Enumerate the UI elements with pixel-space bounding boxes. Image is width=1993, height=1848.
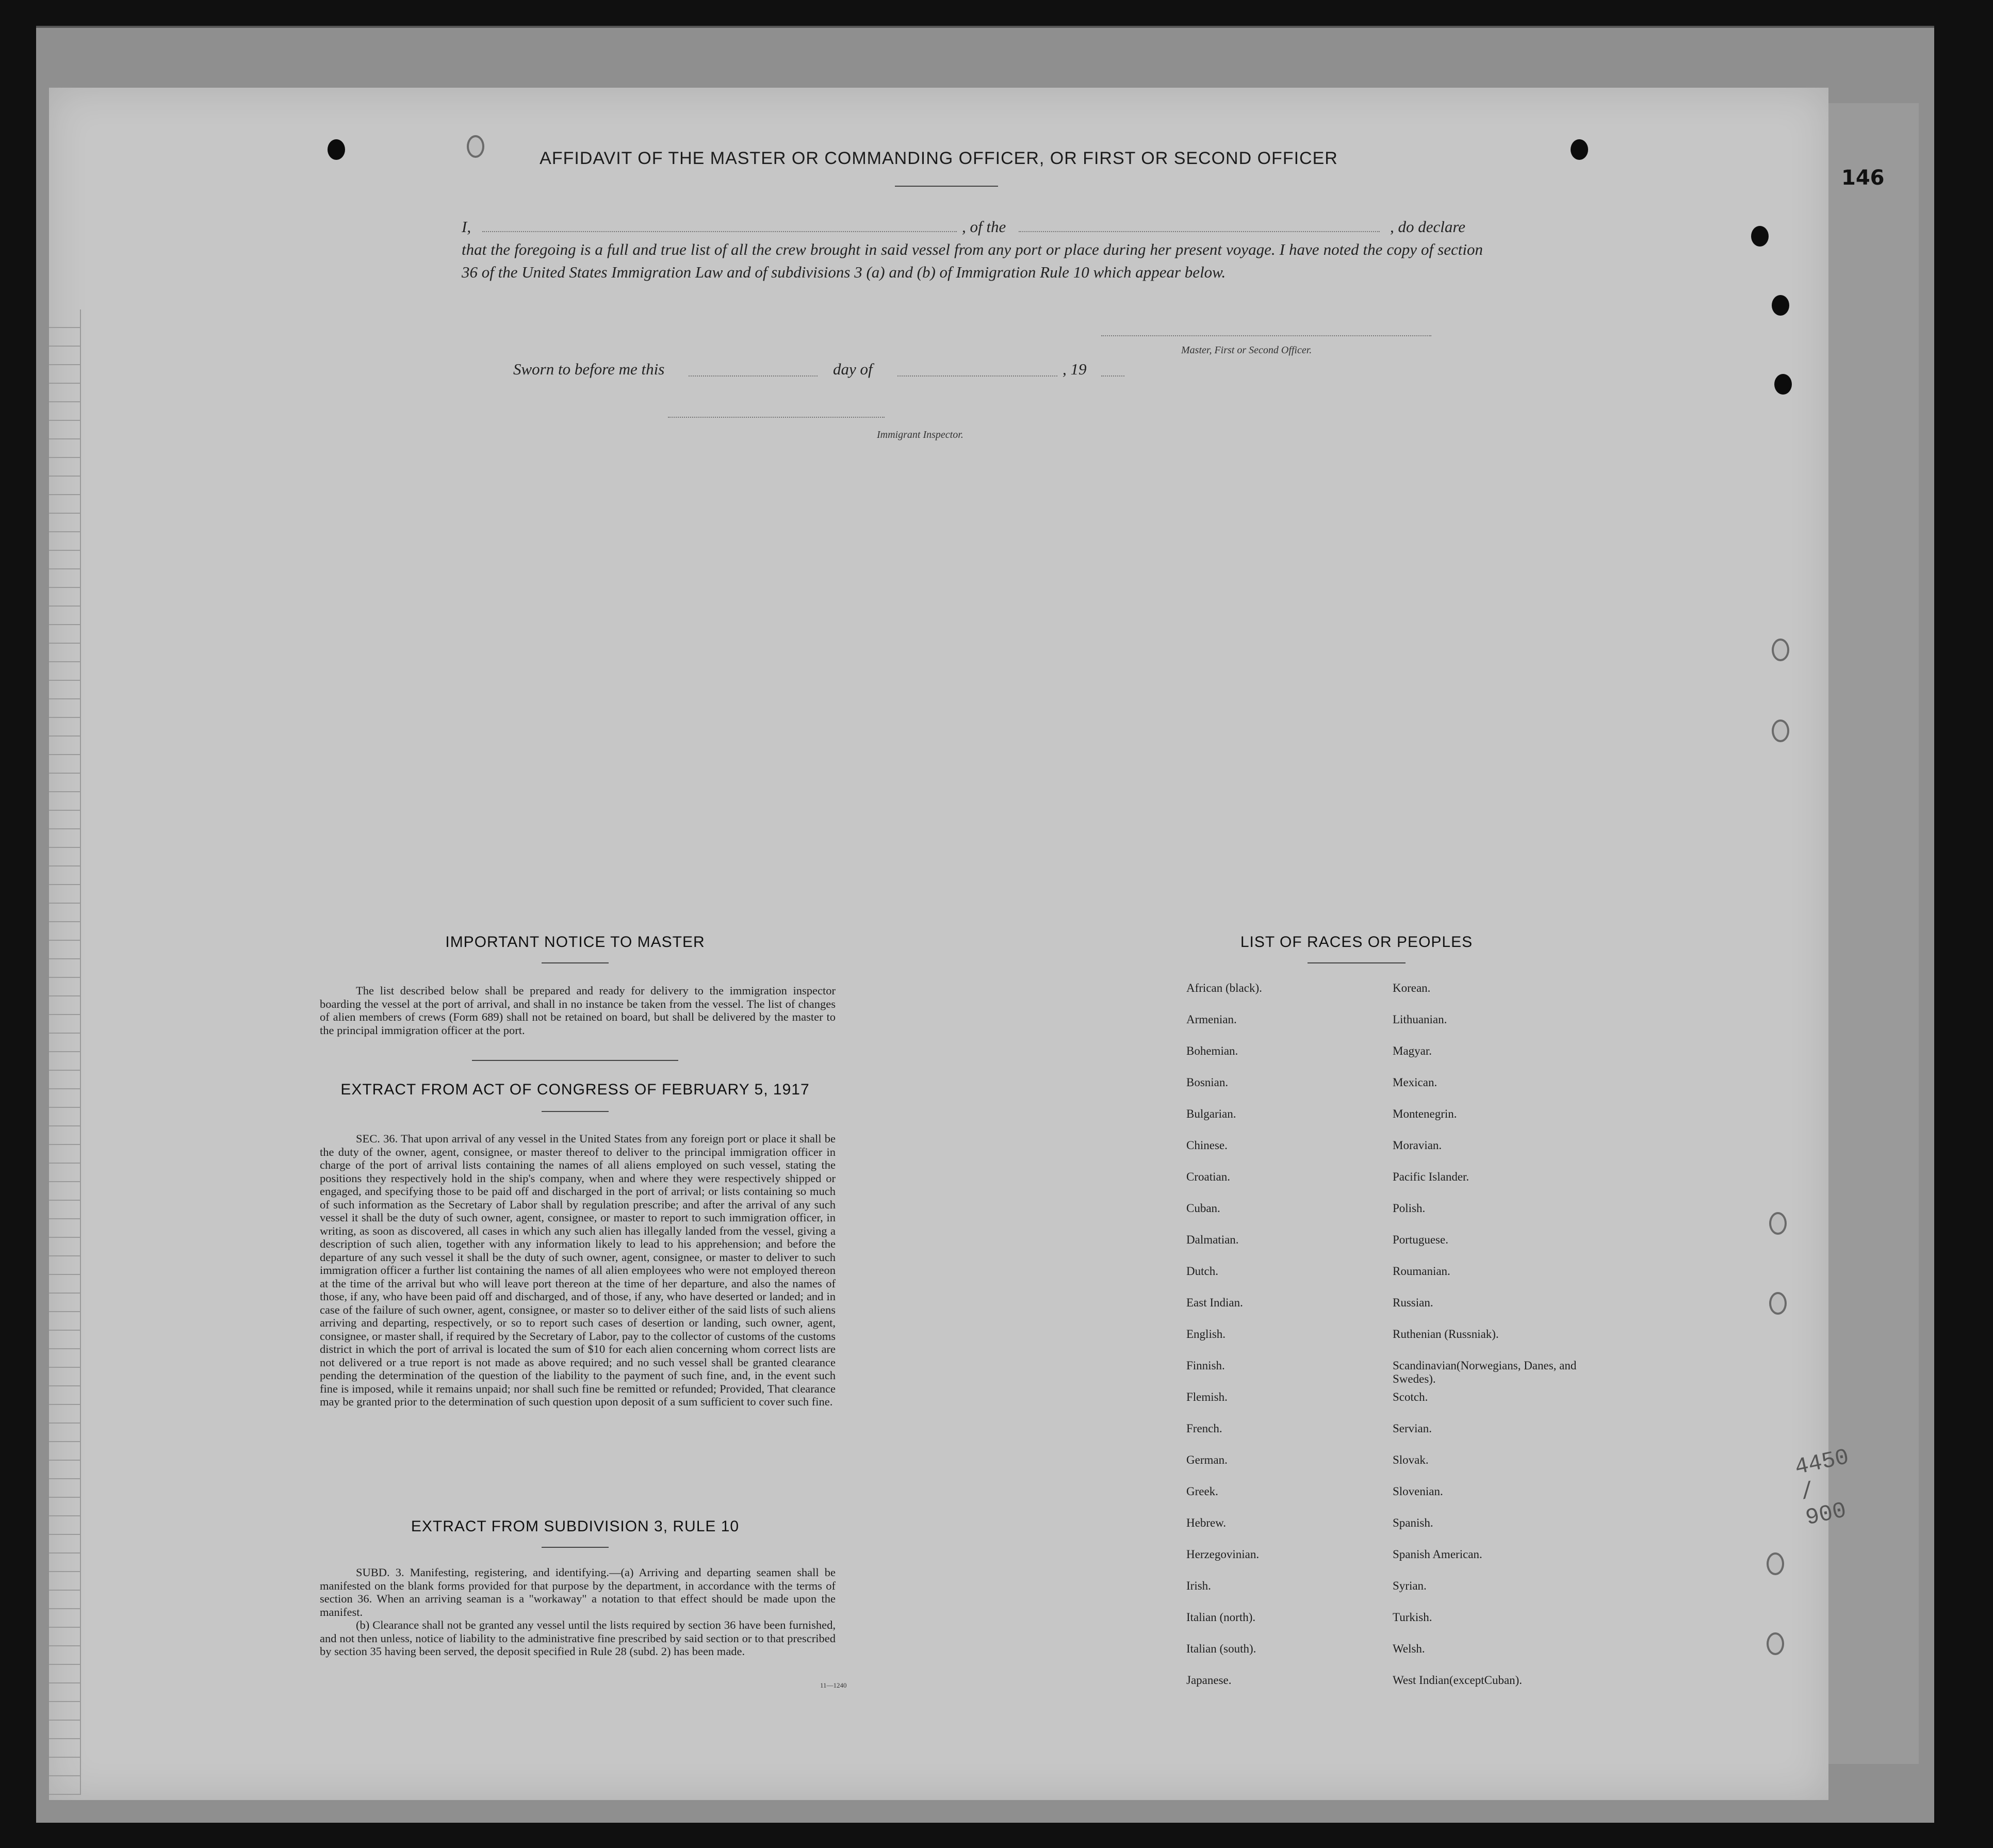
race-item: Montenegrin. bbox=[1393, 1107, 1457, 1120]
margin-note: 4450 / 900 bbox=[1792, 1444, 1852, 1532]
rule-extract-title: EXTRACT FROM SUBDIVISION 3, RULE 10 bbox=[411, 1518, 740, 1535]
race-item: Cuban. bbox=[1186, 1202, 1220, 1215]
race-item: German. bbox=[1186, 1453, 1228, 1466]
sworn-day-blank[interactable] bbox=[689, 360, 818, 377]
races-column-2 bbox=[1393, 982, 1578, 1705]
race-item: Hebrew. bbox=[1186, 1516, 1227, 1529]
affidavit-title: AFFIDAVIT OF THE MASTER OR COMMANDING OFFICER, OR FIRST OR SECOND OFFICER bbox=[540, 149, 1338, 168]
divider bbox=[895, 186, 998, 187]
officer-caption: Master, First or Second Officer. bbox=[1181, 345, 1312, 356]
word-i: I, bbox=[462, 218, 471, 236]
race-item: Irish. bbox=[1186, 1579, 1211, 1592]
page-number: 146 bbox=[1841, 166, 1885, 190]
ruled-margin bbox=[49, 309, 81, 1795]
divider bbox=[542, 1111, 609, 1112]
race-item: Herzegovinian. bbox=[1186, 1548, 1260, 1561]
divider bbox=[1308, 962, 1406, 963]
race-item: West Indian(exceptCuban). bbox=[1393, 1674, 1523, 1687]
race-item: Greek. bbox=[1186, 1485, 1218, 1498]
punch-ring-icon bbox=[1767, 1632, 1784, 1655]
race-item: Lithuanian. bbox=[1393, 1013, 1447, 1026]
sworn-month-blank[interactable] bbox=[897, 360, 1057, 377]
races-column-1 bbox=[1186, 982, 1262, 1705]
race-item: Roumanian. bbox=[1393, 1265, 1450, 1278]
race-item: Croatian. bbox=[1186, 1170, 1230, 1183]
race-item: Bohemian. bbox=[1186, 1044, 1238, 1057]
race-item: Pacific Islander. bbox=[1393, 1170, 1469, 1183]
race-item: French. bbox=[1186, 1422, 1222, 1435]
vessel-blank[interactable] bbox=[1019, 216, 1380, 232]
race-item: Servian. bbox=[1393, 1422, 1432, 1435]
punch-ring-icon bbox=[1769, 1292, 1787, 1315]
sworn-day-label: day of bbox=[833, 360, 873, 378]
race-item: Dutch. bbox=[1186, 1265, 1218, 1278]
declaration bbox=[462, 216, 1483, 284]
sworn-year-blank[interactable] bbox=[1101, 360, 1124, 377]
act-extract-text bbox=[320, 1132, 836, 1409]
notice-title: IMPORTANT NOTICE TO MASTER bbox=[445, 934, 705, 951]
divider bbox=[542, 962, 609, 963]
rule-extract-text bbox=[320, 1566, 836, 1658]
race-item: English. bbox=[1186, 1328, 1226, 1340]
races-title: LIST OF RACES OR PEOPLES bbox=[1240, 934, 1473, 951]
divider bbox=[542, 1547, 609, 1548]
race-item: East Indian. bbox=[1186, 1296, 1243, 1309]
punch-hole-icon bbox=[1774, 374, 1792, 395]
inspector-signature-line[interactable] bbox=[668, 401, 885, 418]
race-item: Finnish. bbox=[1186, 1359, 1225, 1372]
race-item: Bulgarian. bbox=[1186, 1107, 1236, 1120]
act-extract-title: EXTRACT FROM ACT OF CONGRESS OF FEBRUARY 5, 1917 bbox=[340, 1081, 810, 1098]
race-item: Turkish. bbox=[1393, 1611, 1432, 1624]
punch-ring-icon bbox=[1767, 1552, 1784, 1575]
punch-ring-icon bbox=[1769, 1212, 1787, 1235]
race-item: Ruthenian (Russniak). bbox=[1393, 1328, 1499, 1340]
subdivision-b-paragraph: (b) Clearance shall not be granted any vessel until the lists required by section 36 have been furnished, and not then unless, notice of liability to the administrative fine prescribed by said section or to that prescribed by section 35 having been served, the deposit specified in Rule 28 (subd. 2) has been made. bbox=[320, 1618, 836, 1658]
race-item: Welsh. bbox=[1393, 1642, 1425, 1655]
race-item: Russian. bbox=[1393, 1296, 1433, 1309]
race-item: Magyar. bbox=[1393, 1044, 1432, 1057]
race-item: Spanish American. bbox=[1393, 1548, 1482, 1561]
section-36-paragraph: SEC. 36. That upon arrival of any vessel in the United States from any foreign port or place it shall be the duty of the owner, agent, consignee, or master thereof to deliver to the principal immigration officer in charge of the port of arrival lists containing the names of all aliens employed on such vessel, stating the positions they respectively hold in the ship's company, when and where they were respectively shipped or engaged, and specifying those to be paid off and discharged in the port of arrival; or lists containing so much of such information as the Secretary of Labor shall by regulation prescribe; and after the arrival of any such vessel it shall be the duty of such owner, agent, consignee, or master to report to such immigration officer, in writing, as soon as discovered, all cases in which any such alien has illegally landed from the vessel, giving a description of such alien, together with any information likely to lead to his apprehension; and before the departure of any such vessel it shall be the duty of such owner, agent, consignee, or master to deliver to such immigration officer a further list containing the names of all alien employees who were not employed thereon at the time of the arrival but who will leave port thereon at the time of her departure, and also the names of those, if any, who have been paid off and discharged, and of those, if any, who have deserted or landed; and in case of the failure of such owner, agent, consignee, or master so to deliver either of the said lists of such aliens arriving and departing, respectively, or so to report such cases of desertion or landing, such owner, agent, consignee, or master shall, if required by the Secretary of Labor, pay to the collector of customs of the customs district in which the port of arrival is located the sum of $10 for each alien concerning whom correct lists are not delivered or a true report is not made as above required; and no such vessel shall be granted clearance pending the determination of the question of the liability to the payment of such fine, and, in the event such fine is imposed, while it remains unpaid; nor shall such fine be remitted or refunded; Provided, That clearance may be granted prior to the determination of such question upon deposit of a sum sufficient to cover such fine. bbox=[320, 1132, 836, 1408]
name-blank[interactable] bbox=[482, 216, 957, 232]
race-item: Bosnian. bbox=[1186, 1076, 1229, 1089]
race-item: Syrian. bbox=[1393, 1579, 1427, 1592]
notice-text bbox=[320, 984, 836, 1037]
sworn-prefix: Sworn to before me this bbox=[513, 360, 665, 378]
race-item: Slovak. bbox=[1393, 1453, 1429, 1466]
word-do-declare: , do declare bbox=[1390, 218, 1466, 236]
subdivision-a-paragraph: SUBD. 3. Manifesting, registering, and identifying.—(a) Arriving and departing seamen shall be manifested on the blank forms provided for that purpose by the department, in accordance with the terms of section 36. When an arriving seaman is a "workaway" a notation to that effect should be made upon the manifest. bbox=[320, 1566, 836, 1618]
race-item: African (black). bbox=[1186, 982, 1262, 994]
race-item: Polish. bbox=[1393, 1202, 1426, 1215]
inspector-caption: Immigrant Inspector. bbox=[877, 429, 963, 440]
form-page bbox=[49, 88, 1852, 1800]
punch-hole-icon bbox=[1772, 295, 1789, 316]
race-item: Scandinavian(Norwegians, Danes, and Swedes). bbox=[1393, 1359, 1577, 1385]
officer-signature-line[interactable] bbox=[1101, 320, 1431, 336]
race-item: Spanish. bbox=[1393, 1516, 1433, 1529]
race-item: Flemish. bbox=[1186, 1391, 1228, 1403]
declaration-first-line bbox=[462, 216, 1483, 238]
race-item: Slovenian. bbox=[1393, 1485, 1443, 1498]
word-of-the: , of the bbox=[962, 218, 1006, 236]
race-item: Korean. bbox=[1393, 982, 1431, 994]
race-item: Moravian. bbox=[1393, 1139, 1442, 1152]
punch-ring-icon bbox=[1772, 719, 1789, 742]
race-item: Portuguese. bbox=[1393, 1233, 1448, 1246]
race-item: Japanese. bbox=[1186, 1674, 1232, 1687]
race-item: Mexican. bbox=[1393, 1076, 1437, 1089]
race-item: Dalmatian. bbox=[1186, 1233, 1239, 1246]
sworn-year-label: , 19 bbox=[1063, 360, 1087, 378]
race-item: Armenian. bbox=[1186, 1013, 1237, 1026]
punch-ring-icon bbox=[1772, 639, 1789, 661]
race-item: Italian (south). bbox=[1186, 1642, 1256, 1655]
notice-paragraph: The list described below shall be prepared and ready for delivery to the immigration inspector boarding the vessel at the port of arrival, and shall in no instance be taken from the vessel. The list of changes of alien members of crews (Form 689) shall not be retained on board, but shall be delivered by the master to the principal immigration officer at the port. bbox=[320, 984, 836, 1037]
divider bbox=[472, 1060, 678, 1061]
declaration-body: that the foregoing is a full and true list of all the crew brought in said vessel from any port or place during her present voyage. I have noted the copy of section 36 of the United States Immigration Law and of subdivisions 3 (a) and (b) of Immigration Rule 10 which appear below. bbox=[462, 240, 1483, 281]
punch-hole-icon bbox=[1751, 226, 1769, 247]
form-number: 11—1240 bbox=[820, 1681, 847, 1689]
race-item: Italian (north). bbox=[1186, 1611, 1256, 1624]
race-item: Scotch. bbox=[1393, 1391, 1428, 1403]
race-item: Chinese. bbox=[1186, 1139, 1228, 1152]
